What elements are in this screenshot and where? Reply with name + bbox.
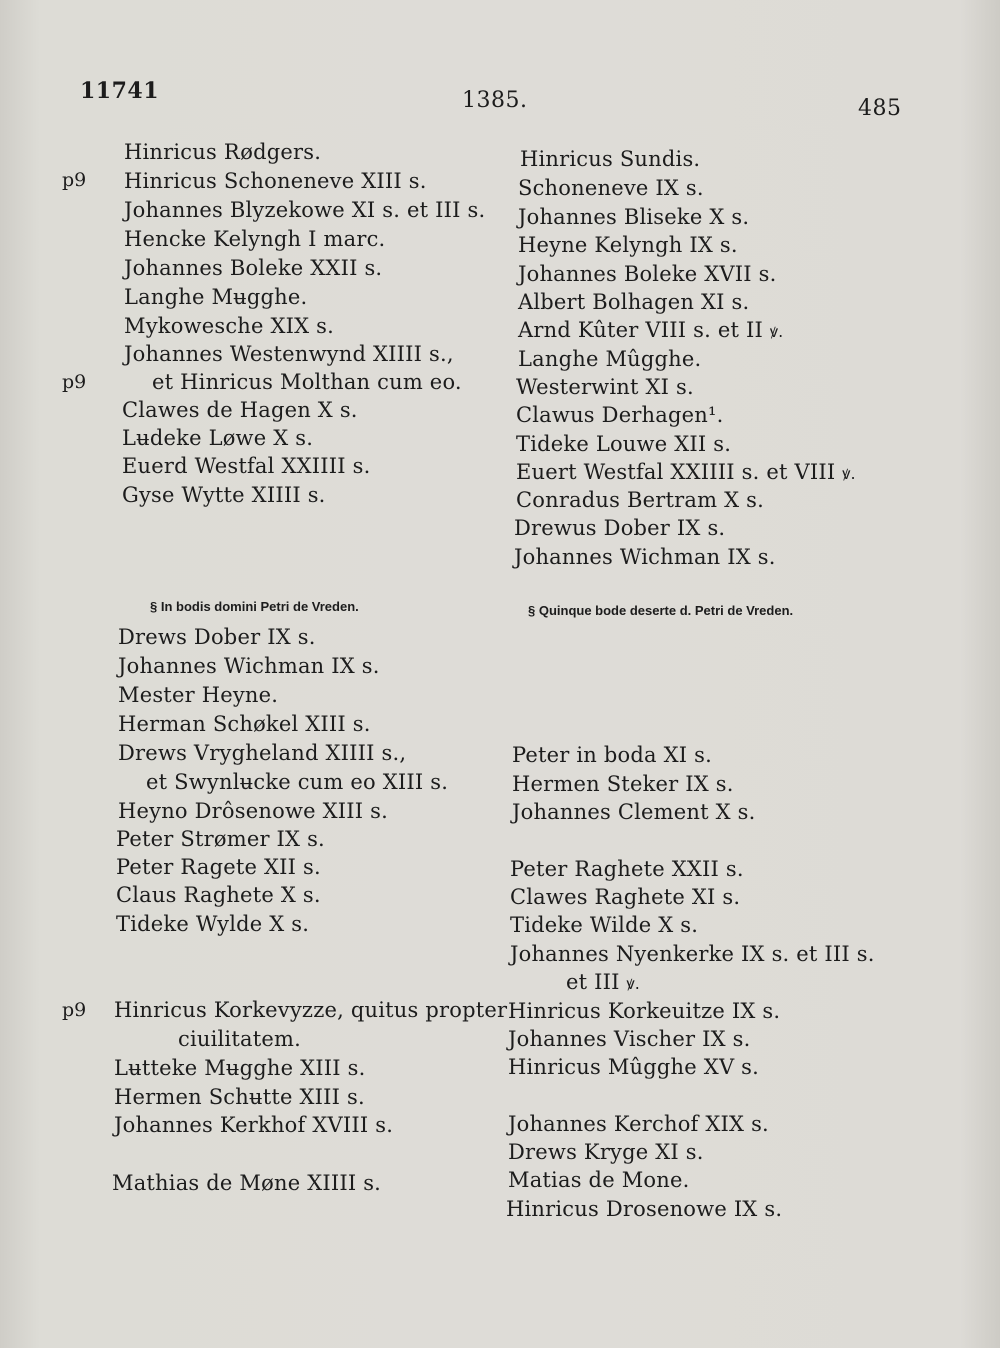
list-item: Hinricus Drosenowe IX s. (506, 1197, 783, 1221)
section-heading: § Quinque bode deserte d. Petri de Vreden. (528, 603, 794, 618)
list-item: Mester Heyne. (118, 683, 279, 707)
list-item: Johannes Clement X s. (512, 800, 756, 824)
measure-symbol: ꝟ. (769, 322, 784, 341)
list-item: Johannes Kerchof XIX s. (508, 1112, 769, 1136)
list-item: Peter Ragete XII s. (116, 855, 321, 879)
list-item: Lʉdeke Løwe X s. (122, 426, 314, 450)
measure-symbol: ꝟ. (842, 464, 856, 483)
list-item: Hinricus Mûgghe XV s. (508, 1055, 760, 1079)
page-number: 485 (858, 96, 902, 121)
list-item: Johannes Kerkhof XVIII s. (114, 1113, 394, 1137)
list-item: et III ꝟ. (566, 970, 641, 994)
record-number: 11741 (80, 78, 160, 104)
list-item: Drews Dober IX s. (118, 625, 316, 649)
list-item: Hermen Steker IX s. (512, 772, 734, 796)
list-item: Johannes Blyzekowe XI s. et III s. (124, 198, 486, 222)
list-item: Mathias de Møne XIIII s. (112, 1171, 382, 1195)
list-item: Johannes Westenwynd XIIII s., (124, 342, 454, 366)
list-item: Hermen Schʉtte XIII s. (114, 1085, 365, 1109)
measure-symbol: ꝟ. (626, 974, 641, 993)
list-item: Conradus Bertram X s. (516, 488, 764, 512)
list-item: Euert Westfal XXIIII s. et VIII ꝟ. (516, 460, 856, 484)
list-item: Drewus Dober IX s. (514, 516, 726, 540)
list-item: Arnd Kûter VIII s. et II ꝟ. (518, 318, 784, 342)
list-item: Langhe Mûgghe. (518, 347, 702, 371)
list-item: Herman Schøkel XIII s. (118, 712, 371, 736)
list-item: Tideke Wylde X s. (116, 912, 310, 936)
list-item: ciuilitatem. (178, 1027, 301, 1051)
year-heading: 1385. (462, 88, 528, 113)
list-item: Peter Strømer IX s. (116, 827, 325, 851)
margin-mark: p9 (62, 169, 87, 191)
list-item: Euerd Westfal XXIIII s. (122, 454, 371, 478)
list-item: Schoneneve IX s. (518, 176, 704, 200)
list-item: Heyno Drôsenowe XIII s. (118, 799, 388, 823)
list-item: Peter Raghete XXII s. (510, 857, 744, 881)
margin-mark: p9 (62, 371, 87, 393)
section-heading: § In bodis domini Petri de Vreden. (150, 599, 359, 614)
list-item: Johannes Nyenkerke IX s. et III s. (510, 942, 875, 966)
list-item: Westerwint XI s. (516, 375, 694, 399)
list-item: Matias de Mone. (508, 1168, 690, 1192)
list-item: Hencke Kelyngh I marc. (124, 227, 386, 251)
list-item: Johannes Wichman IX s. (118, 654, 380, 678)
list-item: et Swynlʉcke cum eo XIII s. (146, 770, 449, 794)
list-item: Clawus Derhagen¹. (516, 403, 724, 427)
list-item: Tideke Wilde X s. (510, 913, 699, 937)
list-item: Claus Raghete X s. (116, 883, 321, 907)
margin-mark: p9 (62, 999, 87, 1021)
list-item: Peter in boda XI s. (512, 743, 713, 767)
list-item: Johannes Wichman IX s. (514, 545, 776, 569)
list-item: Johannes Boleke XVII s. (518, 262, 777, 286)
list-item: Drews Vrygheland XIIII s., (118, 741, 407, 765)
list-item: Hinricus Sundis. (520, 147, 701, 171)
list-item: Hinricus Korkeuitze IX s. (508, 999, 781, 1023)
list-item: Albert Bolhagen XI s. (518, 290, 750, 314)
list-item: Johannes Vischer IX s. (508, 1027, 751, 1051)
list-item: Johannes Boleke XXII s. (124, 256, 383, 280)
list-item: Clawes Raghete XI s. (510, 885, 741, 909)
list-item: Hinricus Korkevyzze, quitus propter (114, 998, 508, 1022)
list-item: Langhe Mʉgghe. (124, 285, 308, 309)
list-item: Lʉtteke Mʉgghe XIII s. (114, 1056, 366, 1080)
list-item: Johannes Bliseke X s. (518, 205, 750, 229)
list-item: Drews Kryge XI s. (508, 1140, 704, 1164)
list-item: Tideke Louwe XII s. (516, 432, 732, 456)
list-item: Hinricus Rødgers. (124, 140, 322, 164)
list-item: Heyne Kelyngh IX s. (518, 233, 738, 257)
list-item: Mykowesche XIX s. (124, 314, 335, 338)
list-item: Gyse Wytte XIIII s. (122, 483, 326, 507)
list-item: et Hinricus Molthan cum eo. (152, 370, 462, 394)
list-item: Hinricus Schoneneve XIII s. (124, 169, 427, 193)
list-item: Clawes de Hagen X s. (122, 398, 358, 422)
